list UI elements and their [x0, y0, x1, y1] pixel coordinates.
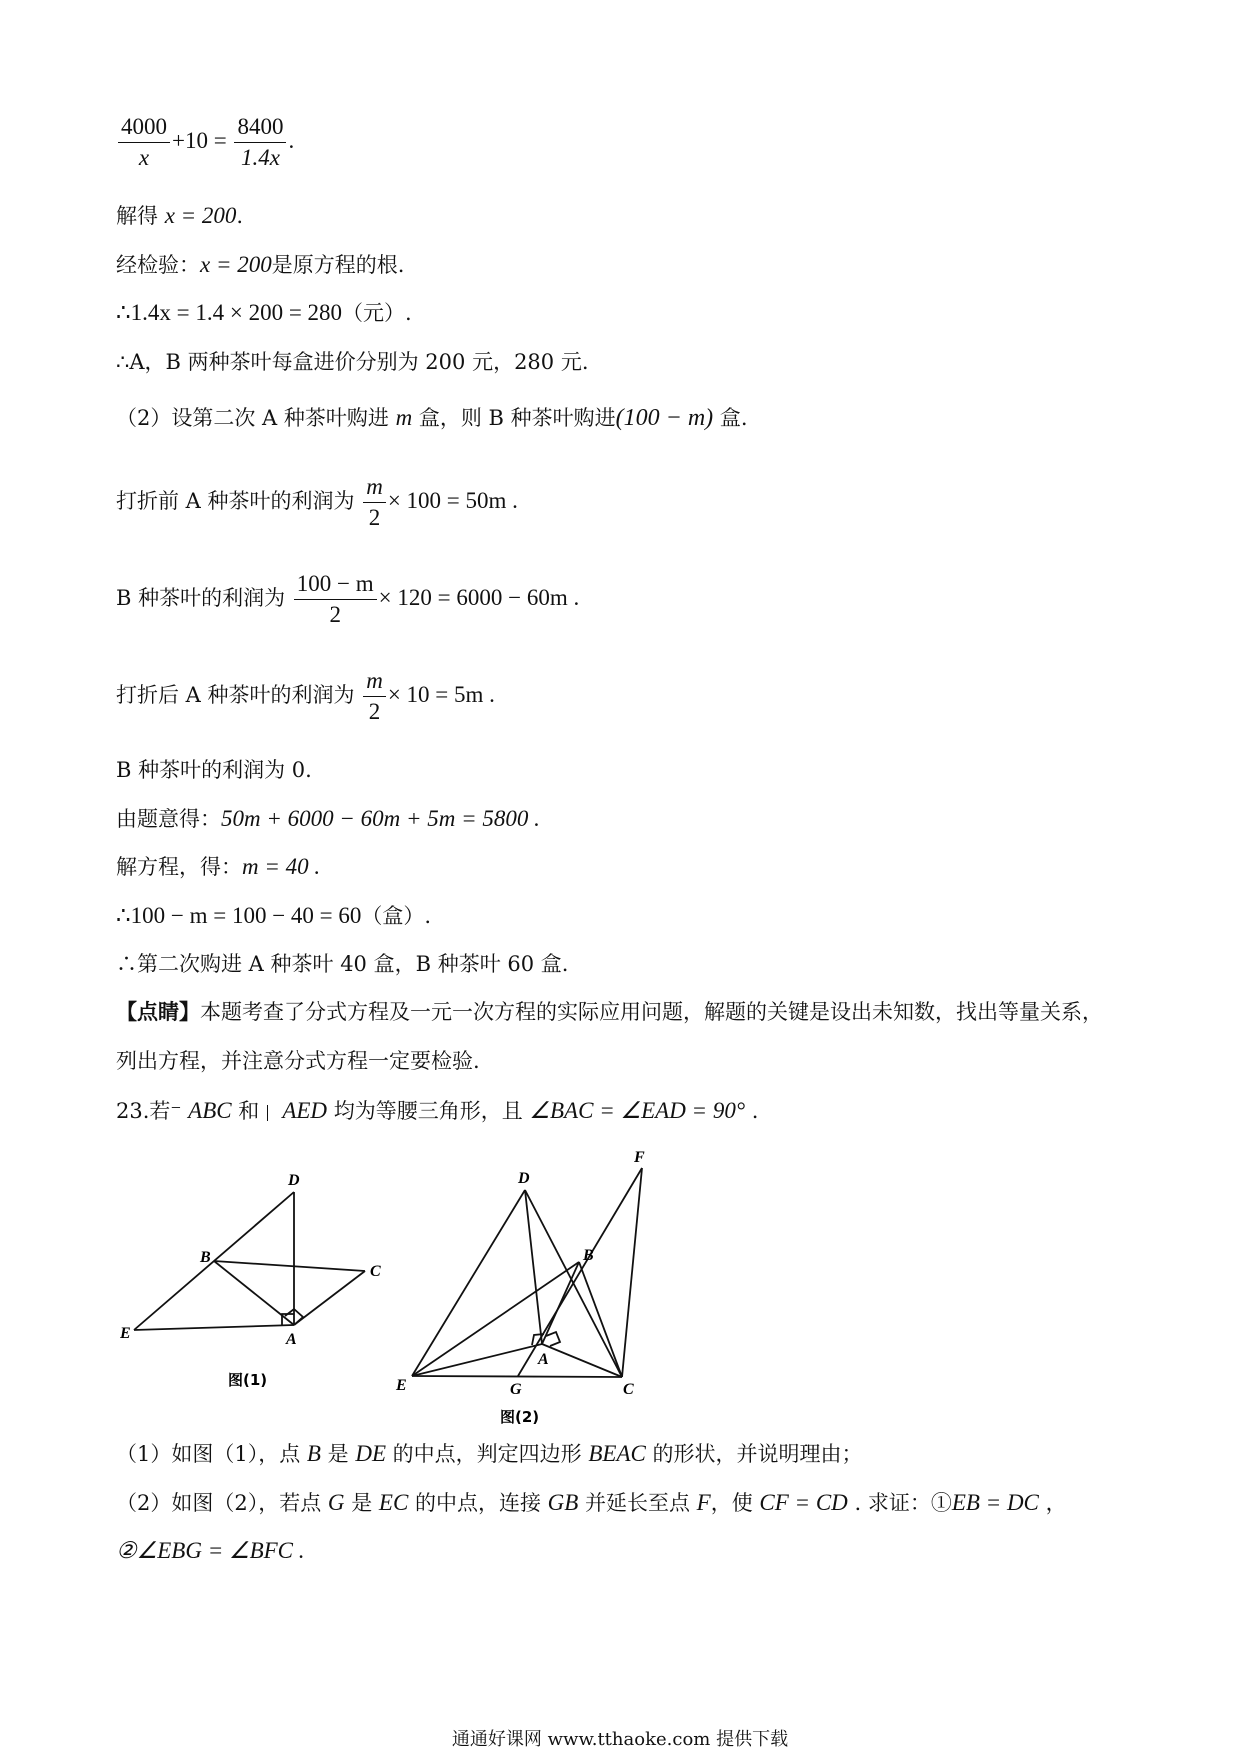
check-line	[116, 251, 404, 279]
fraction-m-over-2	[363, 472, 386, 533]
fraction-m-over-2	[363, 666, 386, 727]
math-var: G	[327, 1490, 345, 1515]
page-footer: 通通好课网 www.tthaoke.com 提供下载	[451, 1729, 789, 1750]
fig2-right-angle-mark-2	[546, 1332, 560, 1346]
text: 的中点，连接	[408, 1491, 548, 1515]
text: 是	[344, 1491, 379, 1515]
fig1-segment-bc	[214, 1261, 365, 1271]
text: 经检验：	[116, 253, 200, 277]
fig1-label-a: A	[286, 1331, 297, 1348]
math-var: m	[395, 405, 413, 430]
text: . 求证：①	[847, 1491, 952, 1515]
text: （元）.	[342, 301, 412, 325]
equation-operator: +10 =	[172, 127, 227, 153]
math-expr: x = 200	[164, 203, 237, 228]
fraction-8400-over-1.4x	[234, 112, 286, 173]
text: 解方程，得：	[116, 855, 242, 879]
math-expr: m = 40 .	[242, 854, 321, 879]
math-expr: EB = DC	[951, 1490, 1039, 1515]
fig2-label-f: F	[634, 1149, 645, 1166]
fig1-caption: 图(1)	[228, 1371, 268, 1389]
math-expr: (100 − m)	[615, 405, 714, 431]
fig2-label-c: C	[623, 1381, 634, 1398]
text: .	[745, 1099, 759, 1123]
math-expr: x = 200	[200, 252, 272, 277]
fig2-segment-ec	[412, 1376, 622, 1377]
equation-end: .	[288, 127, 295, 153]
math-expr: ∴1.4x = 1.4 × 200 = 280	[116, 300, 343, 325]
fraction-denominator: 1.4x	[240, 145, 280, 170]
fig1-label-e: E	[120, 1325, 131, 1342]
comment-line-2: 列出方程，并注意分式方程一定要检验.	[116, 1049, 480, 1073]
text: 是	[320, 1442, 356, 1466]
fig2-segment-fc	[622, 1168, 642, 1377]
fig2-label-a: A	[538, 1351, 549, 1368]
text: 的中点，判定四边形	[386, 1442, 589, 1466]
fraction-denominator: 2	[329, 602, 341, 627]
text: 打折前 A 种茶叶的利润为	[116, 489, 355, 513]
math-var: DE	[355, 1441, 386, 1466]
text: 的形状，并说明理由；	[645, 1442, 863, 1466]
math-expr: ABC	[188, 1098, 232, 1123]
fraction-numerator: 4000	[118, 112, 170, 143]
text: （盒）.	[361, 904, 432, 928]
text: 由题意得：	[116, 807, 221, 831]
text: 盒，则 B 种茶叶购进	[412, 406, 616, 430]
fig1-segment-ea	[134, 1325, 294, 1330]
question-23-part-2b: ②∠EBG = ∠BFC .	[116, 1538, 305, 1563]
fig2-segment-bc	[579, 1262, 622, 1377]
fig1-label-d: D	[288, 1172, 300, 1189]
solve-line	[116, 853, 320, 881]
text: 本题考查了分式方程及一元一次方程的实际应用问题，解题的关键是设出未知数，找出等量关系，	[200, 1000, 1103, 1024]
fraction-100-minus-m-over-2	[294, 569, 377, 630]
fraction-numerator: m	[363, 472, 386, 503]
triangle-symbol	[267, 1105, 282, 1121]
text: （2）设第二次 A 种茶叶购进	[116, 406, 396, 430]
conclusion-line-1: ∴A，B 两种茶叶每盒进价分别为 200 元，280 元.	[116, 350, 589, 374]
fraction-numerator: 100 − m	[294, 569, 377, 600]
comment-line-1	[116, 998, 1103, 1026]
fraction-denominator: 2	[368, 699, 381, 724]
math-expr: ∴100 − m = 100 − 40 = 60	[116, 903, 362, 928]
text: 盒.	[713, 406, 748, 430]
solution-line	[116, 202, 243, 230]
question-23-part-2	[116, 1489, 1067, 1517]
comment-tag: 【点睛】	[116, 999, 200, 1024]
profit-a-before-line	[116, 472, 518, 533]
fraction-denominator: 2	[368, 505, 381, 530]
fig1-label-b: B	[200, 1249, 211, 1266]
math-expr: AED	[282, 1098, 328, 1123]
text: （2）如图（2），若点	[116, 1491, 328, 1515]
text: ，使	[710, 1491, 760, 1515]
price-calc-line	[116, 299, 412, 327]
text: 并延长至点	[578, 1491, 697, 1515]
math-expr: × 10 = 5m .	[387, 682, 495, 707]
fig2-segment-de	[412, 1190, 525, 1376]
text: .	[236, 204, 244, 228]
math-expr: 50m + 6000 − 60m + 5m = 5800 .	[221, 806, 540, 831]
equation-setup-line	[116, 805, 540, 833]
fig2-segment-ea	[412, 1344, 542, 1376]
text: 是原方程的根.	[271, 253, 405, 277]
math-var: EC	[378, 1490, 409, 1515]
fig2-segment-ac	[542, 1344, 622, 1377]
fraction-numerator: 8400	[234, 112, 286, 143]
text: 打折后 A 种茶叶的利润为	[116, 683, 355, 707]
fig2-segment-gf	[518, 1168, 642, 1376]
text: 和	[231, 1099, 260, 1123]
fig2-label-e: E	[396, 1377, 407, 1394]
text: 均为等腰三角形，且	[327, 1099, 530, 1123]
text: （1）如图（1），点	[116, 1442, 307, 1466]
fig2-segment-da	[525, 1190, 542, 1344]
fig2-label-b: B	[583, 1247, 594, 1264]
math-expr: × 120 = 6000 − 60m .	[378, 585, 580, 610]
math-var: F	[696, 1490, 711, 1515]
question-23-stem	[116, 1097, 758, 1125]
figure-1	[120, 1170, 400, 1410]
fraction-numerator: m	[363, 666, 386, 697]
profit-a-after-line	[116, 666, 495, 727]
profit-b-after-line: B 种茶叶的利润为 0.	[116, 758, 312, 782]
text: 解得	[116, 204, 165, 228]
conclusion-line-2: ∴第二次购进 A 种茶叶 40 盒，B 种茶叶 60 盒.	[116, 952, 569, 976]
fraction-4000-over-x	[118, 112, 170, 173]
part2-setup-line	[116, 404, 748, 432]
figure-2	[390, 1140, 680, 1430]
math-var: B	[306, 1441, 321, 1466]
fig1-label-c: C	[370, 1263, 381, 1280]
fig2-label-d: D	[518, 1170, 530, 1187]
question-23-part-1	[116, 1440, 863, 1468]
math-expr: ∠BAC = ∠EAD = 90°	[529, 1098, 746, 1123]
math-var: BEAC	[588, 1441, 646, 1466]
text: B 种茶叶的利润为	[116, 586, 286, 610]
math-expr: CF = CD	[759, 1490, 848, 1515]
text: 23.若⁻	[116, 1099, 189, 1123]
box-calc-line	[116, 902, 431, 930]
fraction-denominator: x	[138, 145, 150, 170]
math-var: GB	[547, 1490, 579, 1515]
text: ，	[1038, 1491, 1067, 1515]
fig2-caption: 图(2)	[500, 1408, 540, 1426]
profit-b-line	[116, 569, 579, 630]
equation-line-1	[116, 112, 294, 173]
fig2-label-g: G	[510, 1381, 522, 1398]
fig1-segment-ca	[294, 1271, 365, 1325]
math-expr: × 100 = 50m .	[387, 488, 518, 513]
